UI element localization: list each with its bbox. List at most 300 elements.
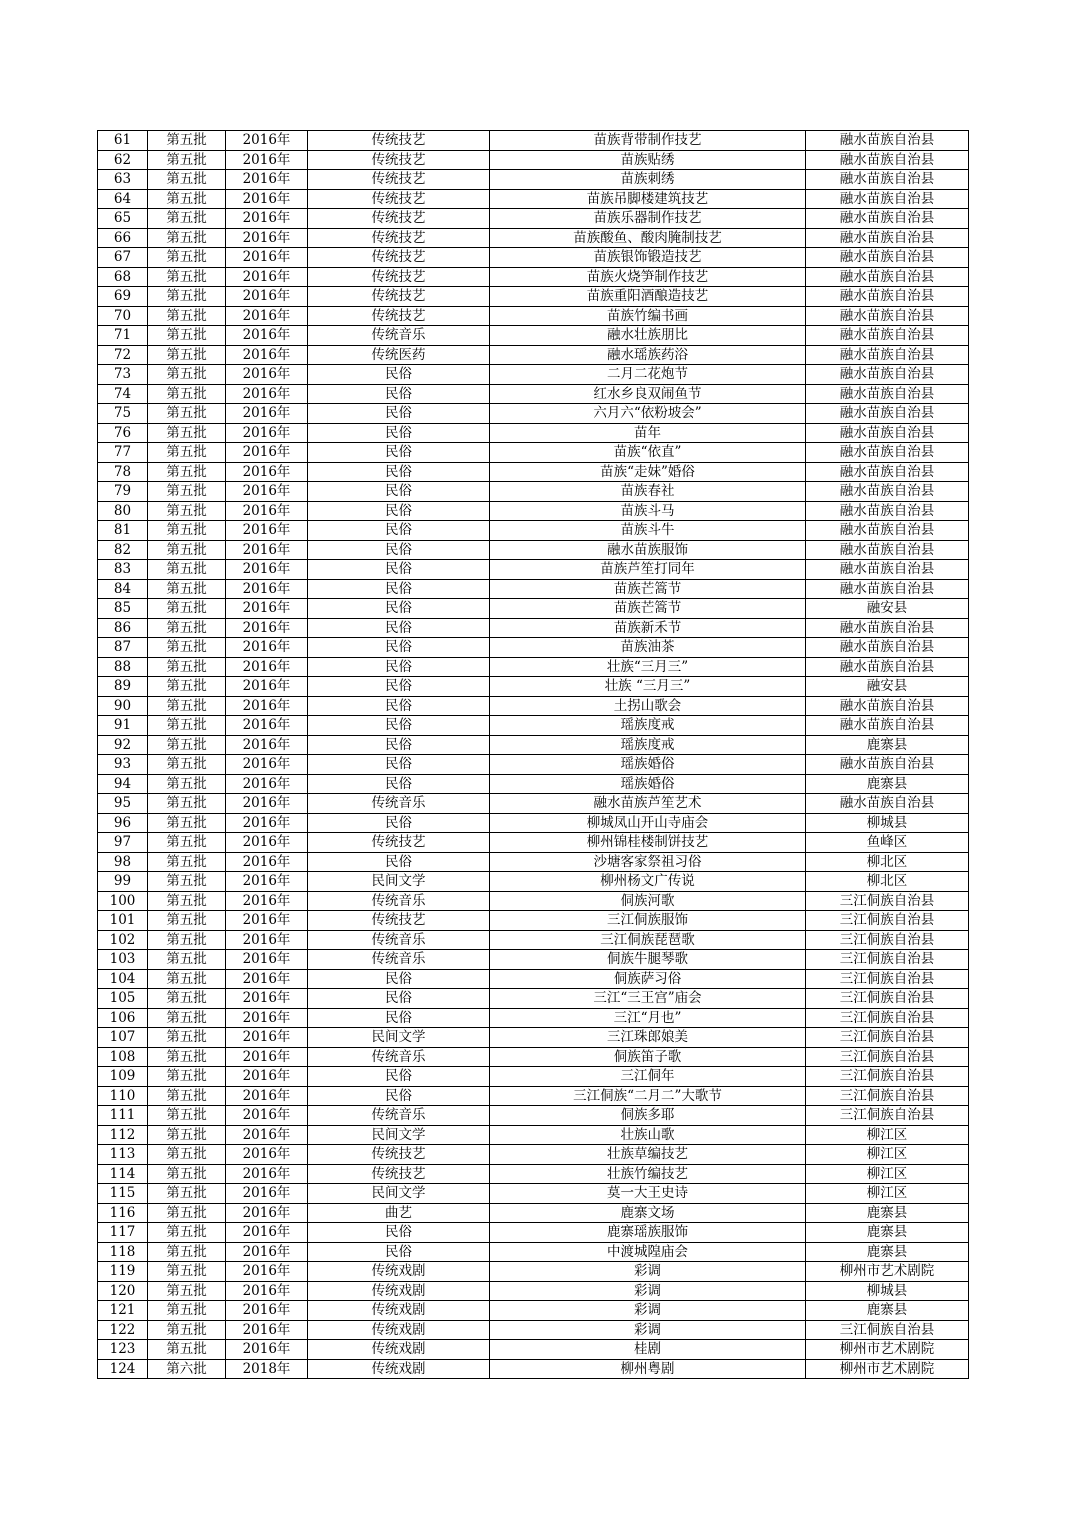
region-cell: 三江侗族自治县 bbox=[806, 1028, 969, 1048]
region-cell: 柳州市艺术剧院 bbox=[806, 1359, 969, 1379]
batch-cell: 第五批 bbox=[148, 267, 226, 287]
category-cell: 民俗 bbox=[308, 1223, 490, 1243]
batch-cell: 第五批 bbox=[148, 1203, 226, 1223]
batch-cell: 第五批 bbox=[148, 911, 226, 931]
item-number-cell: 103 bbox=[98, 950, 148, 970]
category-cell: 传统技艺 bbox=[308, 1164, 490, 1184]
project-name-cell: 壮族山歌 bbox=[490, 1125, 806, 1145]
item-number-cell: 64 bbox=[98, 189, 148, 209]
category-cell: 民俗 bbox=[308, 1067, 490, 1087]
item-number-cell: 123 bbox=[98, 1340, 148, 1360]
year-cell: 2016年 bbox=[226, 482, 308, 502]
year-cell: 2016年 bbox=[226, 989, 308, 1009]
item-number-cell: 83 bbox=[98, 560, 148, 580]
year-cell: 2016年 bbox=[226, 384, 308, 404]
category-cell: 民俗 bbox=[308, 365, 490, 385]
table-row bbox=[98, 482, 969, 502]
table-row bbox=[98, 950, 969, 970]
project-name-cell: 柳州粤剧 bbox=[490, 1359, 806, 1379]
batch-cell: 第五批 bbox=[148, 287, 226, 307]
project-name-cell: 苗族新禾节 bbox=[490, 618, 806, 638]
table-row bbox=[98, 735, 969, 755]
table-row bbox=[98, 930, 969, 950]
category-cell: 传统技艺 bbox=[308, 131, 490, 151]
batch-cell: 第五批 bbox=[148, 969, 226, 989]
region-cell: 三江侗族自治县 bbox=[806, 911, 969, 931]
project-name-cell: 三江侗族“二月二”大歌节 bbox=[490, 1086, 806, 1106]
item-number-cell: 104 bbox=[98, 969, 148, 989]
region-cell: 融水苗族自治县 bbox=[806, 540, 969, 560]
table-row bbox=[98, 1340, 969, 1360]
year-cell: 2018年 bbox=[226, 1359, 308, 1379]
table-row bbox=[98, 677, 969, 697]
project-name-cell: 融水苗族服饰 bbox=[490, 540, 806, 560]
project-name-cell: 侗族牛腿琴歌 bbox=[490, 950, 806, 970]
year-cell: 2016年 bbox=[226, 1125, 308, 1145]
table-row bbox=[98, 287, 969, 307]
table-row bbox=[98, 267, 969, 287]
category-cell: 传统音乐 bbox=[308, 950, 490, 970]
item-number-cell: 113 bbox=[98, 1145, 148, 1165]
project-name-cell: 壮族 “三月三” bbox=[490, 677, 806, 697]
year-cell: 2016年 bbox=[226, 326, 308, 346]
region-cell: 融水苗族自治县 bbox=[806, 794, 969, 814]
batch-cell: 第五批 bbox=[148, 560, 226, 580]
batch-cell: 第五批 bbox=[148, 774, 226, 794]
project-name-cell: 壮族“三月三” bbox=[490, 657, 806, 677]
year-cell: 2016年 bbox=[226, 852, 308, 872]
project-name-cell: 苗族刺绣 bbox=[490, 170, 806, 190]
item-number-cell: 89 bbox=[98, 677, 148, 697]
category-cell: 民俗 bbox=[308, 1086, 490, 1106]
table-row bbox=[98, 365, 969, 385]
batch-cell: 第五批 bbox=[148, 1301, 226, 1321]
region-cell: 融水苗族自治县 bbox=[806, 423, 969, 443]
year-cell: 2016年 bbox=[226, 716, 308, 736]
region-cell: 融水苗族自治县 bbox=[806, 248, 969, 268]
table-row bbox=[98, 1262, 969, 1282]
region-cell: 三江侗族自治县 bbox=[806, 1320, 969, 1340]
project-name-cell: 苗族油茶 bbox=[490, 638, 806, 658]
item-number-cell: 121 bbox=[98, 1301, 148, 1321]
category-cell: 传统技艺 bbox=[308, 228, 490, 248]
year-cell: 2016年 bbox=[226, 131, 308, 151]
project-name-cell: 柳州杨文广传说 bbox=[490, 872, 806, 892]
region-cell: 融水苗族自治县 bbox=[806, 345, 969, 365]
year-cell: 2016年 bbox=[226, 638, 308, 658]
batch-cell: 第五批 bbox=[148, 579, 226, 599]
region-cell: 柳城县 bbox=[806, 1281, 969, 1301]
year-cell: 2016年 bbox=[226, 443, 308, 463]
batch-cell: 第五批 bbox=[148, 462, 226, 482]
category-cell: 传统音乐 bbox=[308, 1106, 490, 1126]
item-number-cell: 94 bbox=[98, 774, 148, 794]
year-cell: 2016年 bbox=[226, 209, 308, 229]
category-cell: 传统技艺 bbox=[308, 833, 490, 853]
category-cell: 民俗 bbox=[308, 540, 490, 560]
year-cell: 2016年 bbox=[226, 501, 308, 521]
batch-cell: 第五批 bbox=[148, 150, 226, 170]
category-cell: 曲艺 bbox=[308, 1203, 490, 1223]
year-cell: 2016年 bbox=[226, 365, 308, 385]
year-cell: 2016年 bbox=[226, 423, 308, 443]
project-name-cell: 彩调 bbox=[490, 1281, 806, 1301]
region-cell: 鹿寨县 bbox=[806, 1301, 969, 1321]
batch-cell: 第五批 bbox=[148, 657, 226, 677]
table-row bbox=[98, 579, 969, 599]
batch-cell: 第五批 bbox=[148, 716, 226, 736]
project-name-cell: 瑶族度戒 bbox=[490, 735, 806, 755]
item-number-cell: 119 bbox=[98, 1262, 148, 1282]
batch-cell: 第五批 bbox=[148, 209, 226, 229]
item-number-cell: 91 bbox=[98, 716, 148, 736]
category-cell: 传统技艺 bbox=[308, 150, 490, 170]
category-cell: 传统技艺 bbox=[308, 170, 490, 190]
region-cell: 融水苗族自治县 bbox=[806, 716, 969, 736]
table-row bbox=[98, 1047, 969, 1067]
region-cell: 融安县 bbox=[806, 599, 969, 619]
table-row bbox=[98, 969, 969, 989]
category-cell: 民俗 bbox=[308, 443, 490, 463]
project-name-cell: 莫一大王史诗 bbox=[490, 1184, 806, 1204]
year-cell: 2016年 bbox=[226, 735, 308, 755]
year-cell: 2016年 bbox=[226, 404, 308, 424]
project-name-cell: 苗年 bbox=[490, 423, 806, 443]
item-number-cell: 90 bbox=[98, 696, 148, 716]
batch-cell: 第五批 bbox=[148, 852, 226, 872]
region-cell: 融水苗族自治县 bbox=[806, 638, 969, 658]
project-name-cell: 苗族乐器制作技艺 bbox=[490, 209, 806, 229]
item-number-cell: 110 bbox=[98, 1086, 148, 1106]
table-row bbox=[98, 1203, 969, 1223]
region-cell: 融水苗族自治县 bbox=[806, 657, 969, 677]
category-cell: 民俗 bbox=[308, 462, 490, 482]
batch-cell: 第五批 bbox=[148, 1086, 226, 1106]
category-cell: 民俗 bbox=[308, 579, 490, 599]
region-cell: 融水苗族自治县 bbox=[806, 443, 969, 463]
year-cell: 2016年 bbox=[226, 248, 308, 268]
batch-cell: 第五批 bbox=[148, 638, 226, 658]
region-cell: 融水苗族自治县 bbox=[806, 755, 969, 775]
table-row bbox=[98, 501, 969, 521]
project-name-cell: 苗族“走妹”婚俗 bbox=[490, 462, 806, 482]
region-cell: 三江侗族自治县 bbox=[806, 969, 969, 989]
table-row bbox=[98, 813, 969, 833]
table-row bbox=[98, 1067, 969, 1087]
table-row bbox=[98, 1106, 969, 1126]
project-name-cell: 土拐山歌会 bbox=[490, 696, 806, 716]
category-cell: 民俗 bbox=[308, 482, 490, 502]
item-number-cell: 101 bbox=[98, 911, 148, 931]
table-row bbox=[98, 599, 969, 619]
batch-cell: 第五批 bbox=[148, 521, 226, 541]
category-cell: 传统戏剧 bbox=[308, 1281, 490, 1301]
year-cell: 2016年 bbox=[226, 150, 308, 170]
region-cell: 融水苗族自治县 bbox=[806, 267, 969, 287]
year-cell: 2016年 bbox=[226, 1086, 308, 1106]
batch-cell: 第五批 bbox=[148, 501, 226, 521]
item-number-cell: 74 bbox=[98, 384, 148, 404]
table-row bbox=[98, 911, 969, 931]
item-number-cell: 72 bbox=[98, 345, 148, 365]
table-row bbox=[98, 1164, 969, 1184]
batch-cell: 第六批 bbox=[148, 1359, 226, 1379]
item-number-cell: 109 bbox=[98, 1067, 148, 1087]
batch-cell: 第五批 bbox=[148, 443, 226, 463]
year-cell: 2016年 bbox=[226, 618, 308, 638]
table-row bbox=[98, 423, 969, 443]
region-cell: 柳州市艺术剧院 bbox=[806, 1340, 969, 1360]
batch-cell: 第五批 bbox=[148, 1067, 226, 1087]
table-row bbox=[98, 618, 969, 638]
year-cell: 2016年 bbox=[226, 794, 308, 814]
project-name-cell: 壮族草编技艺 bbox=[490, 1145, 806, 1165]
year-cell: 2016年 bbox=[226, 755, 308, 775]
project-name-cell: 三江“三王宫”庙会 bbox=[490, 989, 806, 1009]
year-cell: 2016年 bbox=[226, 189, 308, 209]
project-name-cell: 三江侗族服饰 bbox=[490, 911, 806, 931]
table-row bbox=[98, 345, 969, 365]
region-cell: 柳江区 bbox=[806, 1125, 969, 1145]
category-cell: 传统音乐 bbox=[308, 1047, 490, 1067]
table-row bbox=[98, 1242, 969, 1262]
region-cell: 鹿寨县 bbox=[806, 774, 969, 794]
region-cell: 鹿寨县 bbox=[806, 735, 969, 755]
item-number-cell: 116 bbox=[98, 1203, 148, 1223]
category-cell: 民俗 bbox=[308, 1242, 490, 1262]
batch-cell: 第五批 bbox=[148, 891, 226, 911]
project-name-cell: 彩调 bbox=[490, 1301, 806, 1321]
year-cell: 2016年 bbox=[226, 1281, 308, 1301]
item-number-cell: 65 bbox=[98, 209, 148, 229]
item-number-cell: 102 bbox=[98, 930, 148, 950]
item-number-cell: 82 bbox=[98, 540, 148, 560]
table-row bbox=[98, 1145, 969, 1165]
item-number-cell: 76 bbox=[98, 423, 148, 443]
project-name-cell: 苗族斗马 bbox=[490, 501, 806, 521]
region-cell: 三江侗族自治县 bbox=[806, 1008, 969, 1028]
item-number-cell: 95 bbox=[98, 794, 148, 814]
year-cell: 2016年 bbox=[226, 462, 308, 482]
category-cell: 传统戏剧 bbox=[308, 1262, 490, 1282]
project-name-cell: 苗族竹编书画 bbox=[490, 306, 806, 326]
project-name-cell: 苗族芒篙节 bbox=[490, 599, 806, 619]
year-cell: 2016年 bbox=[226, 1184, 308, 1204]
batch-cell: 第五批 bbox=[148, 1047, 226, 1067]
item-number-cell: 81 bbox=[98, 521, 148, 541]
region-cell: 鹿寨县 bbox=[806, 1223, 969, 1243]
category-cell: 传统技艺 bbox=[308, 267, 490, 287]
year-cell: 2016年 bbox=[226, 891, 308, 911]
table-row bbox=[98, 891, 969, 911]
item-number-cell: 80 bbox=[98, 501, 148, 521]
batch-cell: 第五批 bbox=[148, 1184, 226, 1204]
category-cell: 传统技艺 bbox=[308, 189, 490, 209]
project-name-cell: 桂剧 bbox=[490, 1340, 806, 1360]
item-number-cell: 84 bbox=[98, 579, 148, 599]
year-cell: 2016年 bbox=[226, 1067, 308, 1087]
region-cell: 融水苗族自治县 bbox=[806, 287, 969, 307]
region-cell: 柳北区 bbox=[806, 872, 969, 892]
project-name-cell: 鹿寨瑶族服饰 bbox=[490, 1223, 806, 1243]
item-number-cell: 88 bbox=[98, 657, 148, 677]
table-row bbox=[98, 1125, 969, 1145]
item-number-cell: 106 bbox=[98, 1008, 148, 1028]
project-name-cell: 融水瑶族药浴 bbox=[490, 345, 806, 365]
year-cell: 2016年 bbox=[226, 1028, 308, 1048]
batch-cell: 第五批 bbox=[148, 1008, 226, 1028]
table-row bbox=[98, 170, 969, 190]
category-cell: 传统戏剧 bbox=[308, 1320, 490, 1340]
table-row bbox=[98, 443, 969, 463]
region-cell: 融水苗族自治县 bbox=[806, 696, 969, 716]
batch-cell: 第五批 bbox=[148, 989, 226, 1009]
batch-cell: 第五批 bbox=[148, 677, 226, 697]
category-cell: 民俗 bbox=[308, 404, 490, 424]
project-name-cell: 苗族春社 bbox=[490, 482, 806, 502]
item-number-cell: 112 bbox=[98, 1125, 148, 1145]
table-row bbox=[98, 755, 969, 775]
year-cell: 2016年 bbox=[226, 696, 308, 716]
item-number-cell: 62 bbox=[98, 150, 148, 170]
table-row bbox=[98, 560, 969, 580]
batch-cell: 第五批 bbox=[148, 794, 226, 814]
project-name-cell: 苗族重阳酒酿造技艺 bbox=[490, 287, 806, 307]
batch-cell: 第五批 bbox=[148, 950, 226, 970]
year-cell: 2016年 bbox=[226, 345, 308, 365]
year-cell: 2016年 bbox=[226, 1340, 308, 1360]
project-name-cell: 苗族银饰锻造技艺 bbox=[490, 248, 806, 268]
region-cell: 融水苗族自治县 bbox=[806, 365, 969, 385]
category-cell: 传统音乐 bbox=[308, 891, 490, 911]
category-cell: 民俗 bbox=[308, 755, 490, 775]
project-name-cell: 瑶族婚俗 bbox=[490, 755, 806, 775]
category-cell: 民俗 bbox=[308, 969, 490, 989]
region-cell: 融水苗族自治县 bbox=[806, 521, 969, 541]
item-number-cell: 73 bbox=[98, 365, 148, 385]
batch-cell: 第五批 bbox=[148, 833, 226, 853]
item-number-cell: 96 bbox=[98, 813, 148, 833]
table-row bbox=[98, 540, 969, 560]
category-cell: 民俗 bbox=[308, 618, 490, 638]
batch-cell: 第五批 bbox=[148, 872, 226, 892]
year-cell: 2016年 bbox=[226, 560, 308, 580]
project-name-cell: 彩调 bbox=[490, 1262, 806, 1282]
region-cell: 融水苗族自治县 bbox=[806, 150, 969, 170]
category-cell: 传统戏剧 bbox=[308, 1359, 490, 1379]
category-cell: 传统技艺 bbox=[308, 248, 490, 268]
category-cell: 传统技艺 bbox=[308, 306, 490, 326]
table-row bbox=[98, 209, 969, 229]
project-name-cell: 苗族芦笙打同年 bbox=[490, 560, 806, 580]
item-number-cell: 105 bbox=[98, 989, 148, 1009]
category-cell: 民俗 bbox=[308, 774, 490, 794]
project-name-cell: 瑶族婚俗 bbox=[490, 774, 806, 794]
year-cell: 2016年 bbox=[226, 1047, 308, 1067]
category-cell: 传统戏剧 bbox=[308, 1301, 490, 1321]
year-cell: 2016年 bbox=[226, 579, 308, 599]
year-cell: 2016年 bbox=[226, 950, 308, 970]
category-cell: 民俗 bbox=[308, 423, 490, 443]
project-name-cell: 苗族芒篙节 bbox=[490, 579, 806, 599]
region-cell: 融水苗族自治县 bbox=[806, 306, 969, 326]
project-name-cell: 侗族萨习俗 bbox=[490, 969, 806, 989]
batch-cell: 第五批 bbox=[148, 735, 226, 755]
item-number-cell: 66 bbox=[98, 228, 148, 248]
region-cell: 鹿寨县 bbox=[806, 1203, 969, 1223]
project-name-cell: 三江“月也” bbox=[490, 1008, 806, 1028]
region-cell: 柳州市艺术剧院 bbox=[806, 1262, 969, 1282]
category-cell: 传统音乐 bbox=[308, 930, 490, 950]
item-number-cell: 120 bbox=[98, 1281, 148, 1301]
item-number-cell: 87 bbox=[98, 638, 148, 658]
region-cell: 融水苗族自治县 bbox=[806, 228, 969, 248]
item-number-cell: 124 bbox=[98, 1359, 148, 1379]
category-cell: 民俗 bbox=[308, 1008, 490, 1028]
table-row bbox=[98, 1281, 969, 1301]
table-row bbox=[98, 1359, 969, 1379]
project-name-cell: 三江侗族琵琶歌 bbox=[490, 930, 806, 950]
batch-cell: 第五批 bbox=[148, 540, 226, 560]
item-number-cell: 75 bbox=[98, 404, 148, 424]
heritage-list-table bbox=[97, 130, 969, 1379]
item-number-cell: 71 bbox=[98, 326, 148, 346]
item-number-cell: 67 bbox=[98, 248, 148, 268]
table-row bbox=[98, 794, 969, 814]
region-cell: 三江侗族自治县 bbox=[806, 989, 969, 1009]
batch-cell: 第五批 bbox=[148, 599, 226, 619]
category-cell: 传统技艺 bbox=[308, 1145, 490, 1165]
table-row bbox=[98, 1028, 969, 1048]
year-cell: 2016年 bbox=[226, 813, 308, 833]
year-cell: 2016年 bbox=[226, 1164, 308, 1184]
region-cell: 柳城县 bbox=[806, 813, 969, 833]
item-number-cell: 92 bbox=[98, 735, 148, 755]
table-row bbox=[98, 1301, 969, 1321]
table-row bbox=[98, 1223, 969, 1243]
batch-cell: 第五批 bbox=[148, 1028, 226, 1048]
project-name-cell: 苗族贴绣 bbox=[490, 150, 806, 170]
batch-cell: 第五批 bbox=[148, 1262, 226, 1282]
region-cell: 融水苗族自治县 bbox=[806, 579, 969, 599]
item-number-cell: 100 bbox=[98, 891, 148, 911]
batch-cell: 第五批 bbox=[148, 1340, 226, 1360]
category-cell: 民俗 bbox=[308, 677, 490, 697]
table-row bbox=[98, 638, 969, 658]
year-cell: 2016年 bbox=[226, 677, 308, 697]
project-name-cell: 苗族背带制作技艺 bbox=[490, 131, 806, 151]
project-name-cell: 侗族多耶 bbox=[490, 1106, 806, 1126]
region-cell: 三江侗族自治县 bbox=[806, 1067, 969, 1087]
year-cell: 2016年 bbox=[226, 287, 308, 307]
region-cell: 融水苗族自治县 bbox=[806, 326, 969, 346]
region-cell: 融水苗族自治县 bbox=[806, 560, 969, 580]
batch-cell: 第五批 bbox=[148, 131, 226, 151]
year-cell: 2016年 bbox=[226, 774, 308, 794]
region-cell: 融水苗族自治县 bbox=[806, 131, 969, 151]
region-cell: 鱼峰区 bbox=[806, 833, 969, 853]
batch-cell: 第五批 bbox=[148, 404, 226, 424]
project-name-cell: 鹿寨文场 bbox=[490, 1203, 806, 1223]
batch-cell: 第五批 bbox=[148, 228, 226, 248]
item-number-cell: 63 bbox=[98, 170, 148, 190]
project-name-cell: 二月二花炮节 bbox=[490, 365, 806, 385]
item-number-cell: 85 bbox=[98, 599, 148, 619]
batch-cell: 第五批 bbox=[148, 306, 226, 326]
table-row bbox=[98, 228, 969, 248]
year-cell: 2016年 bbox=[226, 540, 308, 560]
batch-cell: 第五批 bbox=[148, 1145, 226, 1165]
